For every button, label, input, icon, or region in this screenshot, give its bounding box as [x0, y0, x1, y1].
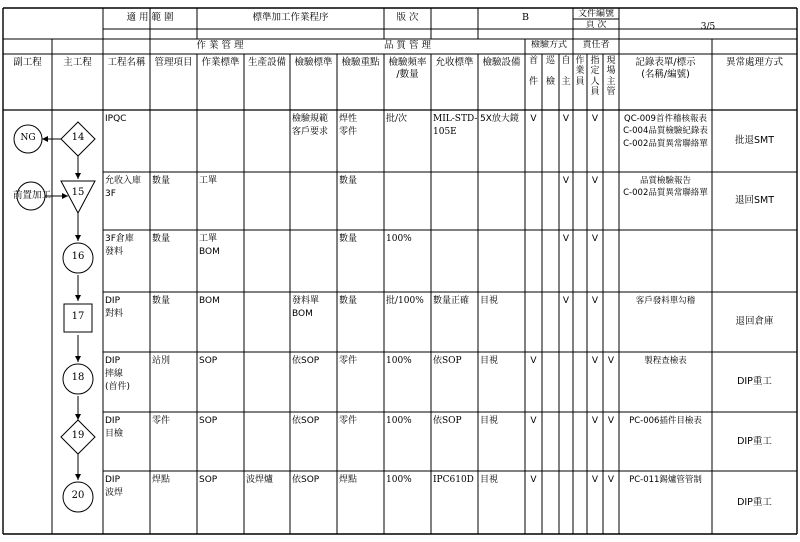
col-header-inspection-freq: 檢驗頻率 /數量 — [388, 57, 427, 81]
row-item — [150, 113, 197, 172]
version-value: B — [522, 12, 529, 23]
flow-arrow — [75, 474, 81, 480]
row-name: DIP 目檢 — [105, 416, 124, 440]
flow-arrow — [75, 414, 81, 420]
row-work-std: BOM — [199, 296, 220, 306]
flow-step-number: 20 — [71, 490, 85, 501]
row-focus: 焊性 零件 — [339, 114, 358, 138]
row-insp-std: 發料單 BOM — [292, 296, 320, 320]
row-freq: 批/次 — [386, 114, 408, 124]
row-first: V — [530, 114, 537, 124]
row-self: V — [562, 114, 570, 124]
doc-no-label: 文件編號 — [577, 9, 614, 19]
row-accept: MIL-STD- 105E — [433, 114, 478, 138]
col-header-work-standard: 作業標準 — [201, 57, 240, 68]
flow-arrow — [75, 235, 81, 241]
version-label: 版 次 — [396, 12, 419, 23]
row-item: 焊點 — [152, 475, 171, 485]
row-work-std: SOP — [199, 356, 218, 366]
row-first — [525, 175, 542, 230]
group-operation-mgmt: 作 業 管 理 — [196, 40, 244, 51]
row-exception: 批退SMT — [734, 135, 775, 147]
row-designated: V — [591, 416, 599, 426]
row-insp-equip: 目視 — [480, 296, 499, 306]
row-equipment — [244, 355, 290, 412]
col-header-insp-patrol: 巡 檢 — [545, 56, 555, 87]
row-patrol — [542, 295, 559, 352]
row-name: 3F倉庫 發料 — [105, 234, 134, 258]
col-header-mgmt-item: 管理項目 — [154, 57, 193, 68]
flow-step-number: 19 — [71, 430, 85, 441]
row-patrol — [542, 355, 559, 412]
col-header-resp-designated: 指 定 人 員 — [590, 56, 600, 98]
row-name: DIP 對料 — [105, 296, 124, 320]
row-first: V — [530, 416, 537, 426]
flow-step-number: 15 — [71, 187, 85, 198]
row-work-std: 工單 BOM — [199, 234, 220, 258]
row-site-mgr — [603, 113, 619, 172]
group-inspection-method: 檢驗方式 — [530, 40, 567, 50]
col-header-acceptance-standard: 允收標準 — [435, 57, 474, 68]
row-self — [559, 355, 573, 412]
row-equipment — [244, 295, 290, 352]
col-header-main-process: 主工程 — [63, 57, 92, 68]
row-insp-std — [290, 175, 337, 230]
row-self — [559, 474, 573, 534]
col-header-sub-process: 副工程 — [13, 57, 42, 68]
row-insp-equip: 5X放大鏡 — [480, 114, 519, 124]
row-name: 允收入庫 3F — [105, 176, 142, 200]
row-name: DIP 摔線 (首件) — [105, 356, 131, 393]
row-patrol — [542, 175, 559, 230]
row-freq — [384, 175, 431, 230]
row-records: 製程查檢表 — [644, 356, 687, 366]
row-exception: DIP重工 — [737, 376, 772, 388]
row-designated: V — [591, 475, 599, 485]
row-operator — [573, 175, 587, 230]
row-insp-std — [290, 233, 337, 292]
row-insp-std: 依SOP — [292, 416, 320, 426]
row-patrol — [542, 474, 559, 534]
row-insp-equip — [478, 233, 525, 292]
flow-arrow — [42, 136, 48, 142]
row-site-mgr — [603, 295, 619, 352]
row-site-mgr — [603, 175, 619, 230]
col-header-inspection-equipment: 檢驗設備 — [482, 57, 521, 68]
row-name: IPQC — [105, 114, 127, 124]
row-exception — [712, 230, 797, 292]
col-header-exception: 異常處理方式 — [725, 57, 783, 68]
row-operator — [573, 233, 587, 292]
flow-step-number: 14 — [71, 132, 85, 143]
row-self: V — [562, 234, 570, 244]
flow-arrow — [75, 356, 81, 362]
row-focus: 焊點 — [339, 475, 358, 485]
pre-process-label: 前置加工 — [12, 190, 51, 201]
row-insp-equip: 目視 — [480, 416, 499, 426]
row-patrol — [542, 113, 559, 172]
col-header-resp-operator: 作 業 員 — [575, 56, 585, 87]
row-insp-std: 依SOP — [292, 356, 320, 366]
row-accept: IPC610D — [433, 475, 474, 485]
row-first — [525, 295, 542, 352]
row-exception: DIP重工 — [737, 496, 772, 508]
row-item: 零件 — [152, 416, 171, 426]
row-accept — [431, 233, 478, 292]
row-designated: V — [591, 356, 599, 366]
col-header-insp-first: 首 件 — [528, 56, 538, 87]
row-exception: DIP重工 — [737, 435, 772, 447]
row-designated: V — [591, 114, 599, 124]
row-records: QC-009首件稽核報表 C-004品質檢驗紀錄表 C-002品質異常聯絡單 — [623, 114, 708, 149]
row-patrol — [542, 233, 559, 292]
doc-title: 標準加工作業程序 — [252, 12, 329, 23]
col-header-records: 記錄表單/標示 (名稱/編號) — [635, 57, 696, 81]
row-records: 客戶發料單勾稽 — [635, 296, 696, 306]
row-operator — [573, 113, 587, 172]
row-site-mgr — [603, 233, 619, 292]
row-site-mgr: V — [607, 475, 615, 485]
row-site-mgr: V — [607, 356, 615, 366]
row-focus: 數量 — [339, 296, 358, 306]
flow-step-number: 18 — [71, 372, 85, 383]
row-accept: 數量正確 — [433, 296, 470, 306]
flow-arrow — [75, 173, 81, 179]
row-equipment: 波焊爐 — [246, 475, 274, 485]
row-records — [619, 233, 712, 292]
group-quality-mgmt: 品 質 管 理 — [383, 40, 432, 51]
row-insp-std: 依SOP — [292, 475, 320, 485]
row-freq: 100% — [386, 416, 412, 426]
row-accept — [431, 175, 478, 230]
row-equipment — [244, 175, 290, 230]
row-item: 站別 — [152, 356, 171, 366]
col-header-resp-site-mgr: 現 場 主 管 — [606, 56, 616, 98]
flow-step-number: 17 — [71, 311, 85, 322]
row-patrol — [542, 415, 559, 471]
row-self: V — [562, 296, 570, 306]
col-header-inspection-focus: 檢驗重點 — [341, 57, 380, 68]
row-first — [525, 233, 542, 292]
row-equipment — [244, 113, 290, 172]
page-label: 頁 次 — [585, 20, 607, 30]
col-header-inspection-standard: 檢驗標準 — [294, 57, 333, 68]
scope-label: 適 用 範 圍 — [126, 12, 174, 23]
row-self — [559, 415, 573, 471]
row-operator — [573, 474, 587, 534]
col-header-insp-self: 自 主 — [561, 56, 571, 87]
row-insp-equip — [478, 175, 525, 230]
row-focus: 零件 — [339, 356, 358, 366]
row-self: V — [562, 176, 570, 186]
row-records: 品質檢驗報告 C-002品質異常聯絡單 — [623, 176, 708, 199]
ng-label: NG — [20, 133, 36, 143]
flow-arrow — [75, 295, 81, 301]
row-records: PC-011錫爐管管制 — [629, 475, 702, 485]
row-focus: 數量 — [339, 234, 358, 244]
row-name: DIP 波焊 — [105, 475, 124, 499]
row-item: 數量 — [152, 234, 171, 244]
row-operator — [573, 355, 587, 412]
row-focus: 零件 — [339, 416, 358, 426]
row-work-std: 工單 — [199, 176, 218, 186]
row-first: V — [530, 475, 537, 485]
row-accept: 依SOP — [433, 416, 462, 426]
row-exception: 退回SMT — [734, 195, 775, 207]
group-responsible: 責任者 — [582, 40, 610, 50]
page-value: 3/5 — [700, 22, 716, 32]
flow-step-number: 16 — [71, 251, 85, 262]
row-freq: 批/100% — [386, 296, 424, 306]
col-header-production-equipment: 生產設備 — [247, 57, 286, 68]
row-freq: 100% — [386, 475, 412, 485]
row-accept: 依SOP — [433, 356, 462, 366]
row-insp-equip: 目視 — [480, 356, 499, 366]
row-site-mgr: V — [607, 416, 615, 426]
row-designated: V — [591, 296, 599, 306]
row-designated: V — [591, 234, 599, 244]
row-equipment — [244, 415, 290, 471]
row-records: PC-006插件目檢表 — [629, 416, 702, 426]
row-item: 數量 — [152, 176, 171, 186]
row-work-std: SOP — [199, 475, 218, 485]
row-freq: 100% — [386, 356, 412, 366]
row-operator — [573, 415, 587, 471]
col-header-process-name: 工程名稱 — [107, 57, 146, 68]
row-insp-std: 檢驗規範 客戶要求 — [292, 114, 329, 138]
row-first: V — [530, 356, 537, 366]
row-work-std: SOP — [199, 416, 218, 426]
row-focus: 數量 — [339, 176, 358, 186]
row-freq: 100% — [386, 234, 412, 244]
row-insp-equip: 目視 — [480, 475, 499, 485]
row-operator — [573, 295, 587, 352]
row-exception: 退回倉庫 — [735, 316, 774, 328]
row-equipment — [244, 233, 290, 292]
row-designated: V — [591, 176, 599, 186]
row-item: 數量 — [152, 296, 171, 306]
row-work-std — [197, 113, 244, 172]
